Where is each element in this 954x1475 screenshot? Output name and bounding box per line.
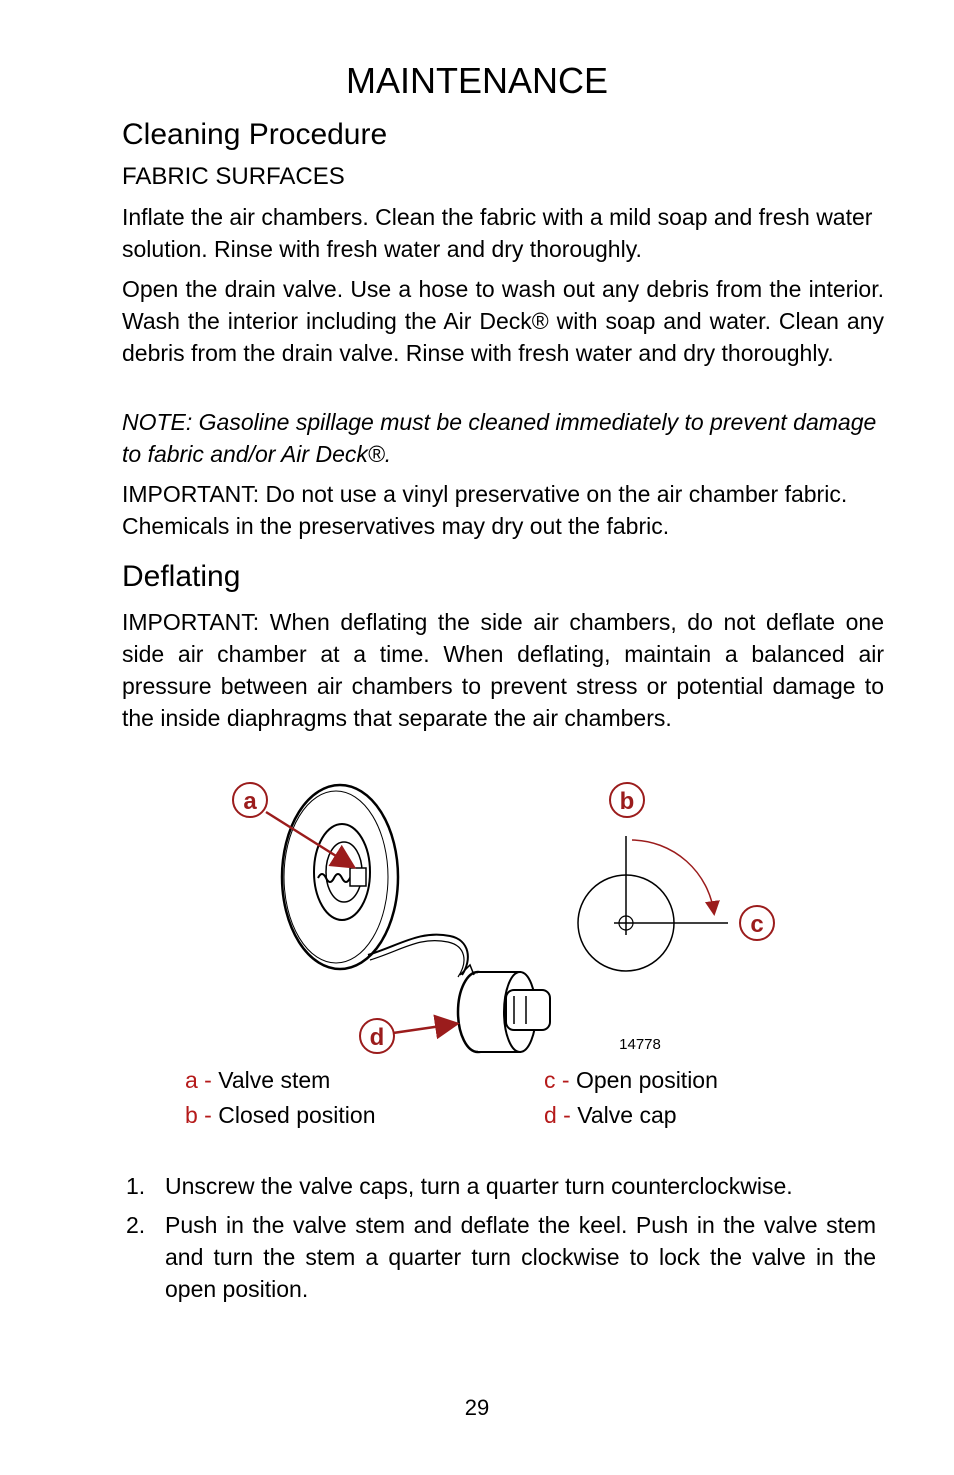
legend-item-b xyxy=(185,1102,376,1129)
paragraph-drain-valve: Open the drain valve. Use a hose to wash out any debris from the interior. Wash the interior including the Air Deck® with soap and water. Clean any debris from the drain valve. Rinse with fresh water and dry thoroughly. xyxy=(122,276,884,366)
figure-number: 14778 xyxy=(619,1036,661,1053)
callout-b: b xyxy=(619,788,635,815)
valve-cap-drawing xyxy=(458,965,550,1052)
legend-key: c - xyxy=(544,1067,570,1093)
legend-key: a - xyxy=(185,1067,212,1093)
steps-list xyxy=(122,1170,876,1312)
legend-text: Open position xyxy=(575,1067,718,1093)
section-heading-deflating: Deflating xyxy=(122,560,241,593)
paragraph-inflate: Inflate the air chambers. Clean the fabric with a mild soap and fresh water solution. Rinse with fresh water and dry thoroughly. xyxy=(122,204,873,262)
legend-item-d xyxy=(544,1102,677,1129)
section-heading-cleaning: Cleaning Procedure xyxy=(122,118,388,151)
subheading-fabric-surfaces: FABRIC SURFACES xyxy=(122,163,345,190)
legend-text: Closed position xyxy=(218,1102,376,1128)
list-item xyxy=(122,1209,876,1305)
legend-key: b - xyxy=(185,1102,212,1128)
callout-a: a xyxy=(243,788,257,815)
step-text: Push in the valve stem and deflate the keel. Push in the valve stem and turn the stem a quarter turn clockwise to lock the valve in the open position. xyxy=(165,1212,876,1302)
legend-item-a xyxy=(185,1067,330,1094)
note-label: NOTE: xyxy=(122,409,193,435)
callout-c: c xyxy=(750,911,764,938)
legend-key: d - xyxy=(544,1102,571,1128)
note-gasoline xyxy=(122,406,884,470)
callout-d: d xyxy=(369,1024,385,1051)
list-item xyxy=(122,1170,876,1202)
valve-figure xyxy=(0,770,954,1070)
step-number: 2. xyxy=(126,1212,146,1238)
callout-d-arrow xyxy=(393,1024,455,1033)
position-diagram xyxy=(578,836,728,971)
important-vinyl: IMPORTANT: Do not use a vinyl preservative on the air chamber fabric. Chemicals in the preservatives may dry out the fabric. xyxy=(122,481,848,539)
important-deflating: IMPORTANT: When deflating the side air chambers, do not deflate one side air chamber at a time. When deflating, maintain a balanced air pressure between air chambers to prevent stress or potential damage to the inside diaphragms that separate the air chambers. xyxy=(122,609,884,731)
legend-text: Valve cap xyxy=(577,1102,677,1128)
step-number: 1. xyxy=(126,1173,146,1199)
step-text: Unscrew the valve caps, turn a quarter turn counterclockwise. xyxy=(165,1173,793,1199)
legend-item-c xyxy=(544,1067,718,1094)
page-title: MAINTENANCE xyxy=(345,60,609,101)
legend-text: Valve stem xyxy=(218,1067,331,1093)
valve-stem-drawing xyxy=(282,785,398,969)
page-number: 29 xyxy=(464,1395,490,1420)
note-text: Gasoline spillage must be cleaned immediately to prevent damage to fabric and/or Air Deck®. xyxy=(122,409,877,467)
